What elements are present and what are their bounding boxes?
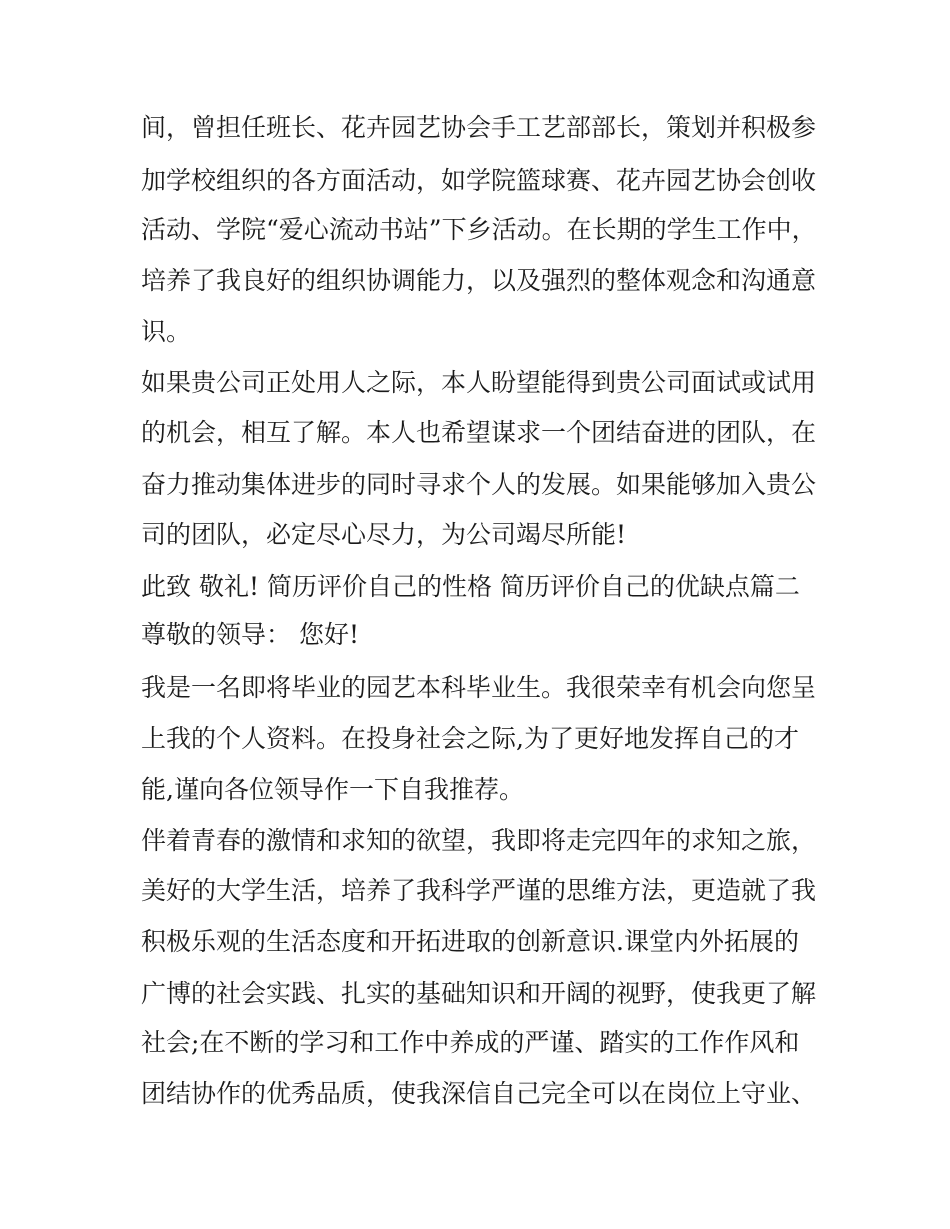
- text-line: 此致 敬礼! 简历评价自己的性格 简历评价自己的优缺点篇二: [141, 572, 800, 601]
- text-line: 我是一名即将毕业的园艺本科毕业生。我很荣幸有机会向您呈: [141, 673, 817, 702]
- text-line: 上我的个人资料。在投身社会之际,为了更好地发挥自己的才: [141, 724, 799, 753]
- text-line: 的机会，相互了解。本人也希望谋求一个团结奋进的团队，在: [141, 418, 817, 447]
- text-line: 美好的大学生活，培养了我科学严谨的思维方法，更造就了我: [141, 876, 817, 905]
- text-line: 能,谨向各位领导作一下自我推荐。: [141, 775, 524, 804]
- text-line: 加学校组织的各方面活动，如学院篮球赛、花卉园艺协会创收: [141, 166, 817, 195]
- text-line: 活动、学院“爱心流动书站”下乡活动。在长期的学生工作中，: [141, 215, 817, 244]
- text-line: 司的团队，必定尽心尽力，为公司竭尽所能!: [141, 520, 627, 549]
- text-line: 尊敬的领导： 您好!: [141, 620, 359, 649]
- text-line: 广博的社会实践、扎实的基础知识和开阔的视野，使我更了解: [141, 979, 817, 1008]
- text-line: 奋力推动集体进步的同时寻求个人的发展。如果能够加入贵公: [141, 470, 817, 499]
- text-line: 间，曾担任班长、花卉园艺协会手工艺部部长，策划并积极参: [141, 113, 817, 142]
- text-line: 积极乐观的生活态度和开拓进取的创新意识.课堂内外拓展的: [141, 927, 799, 956]
- text-line: 伴着青春的激情和求知的欲望，我即将走完四年的求知之旅，: [141, 826, 817, 855]
- text-line: 培养了我良好的组织协调能力，以及强烈的整体观念和沟通意: [141, 266, 817, 295]
- text-line: 社会;在不断的学习和工作中养成的严谨、踏实的工作作风和: [141, 1028, 800, 1057]
- text-line: 团结协作的优秀品质，使我深信自己完全可以在岗位上守业、: [141, 1079, 817, 1108]
- text-line: 识。: [141, 317, 192, 346]
- text-line: 如果贵公司正处用人之际，本人盼望能得到贵公司面试或试用: [141, 368, 817, 397]
